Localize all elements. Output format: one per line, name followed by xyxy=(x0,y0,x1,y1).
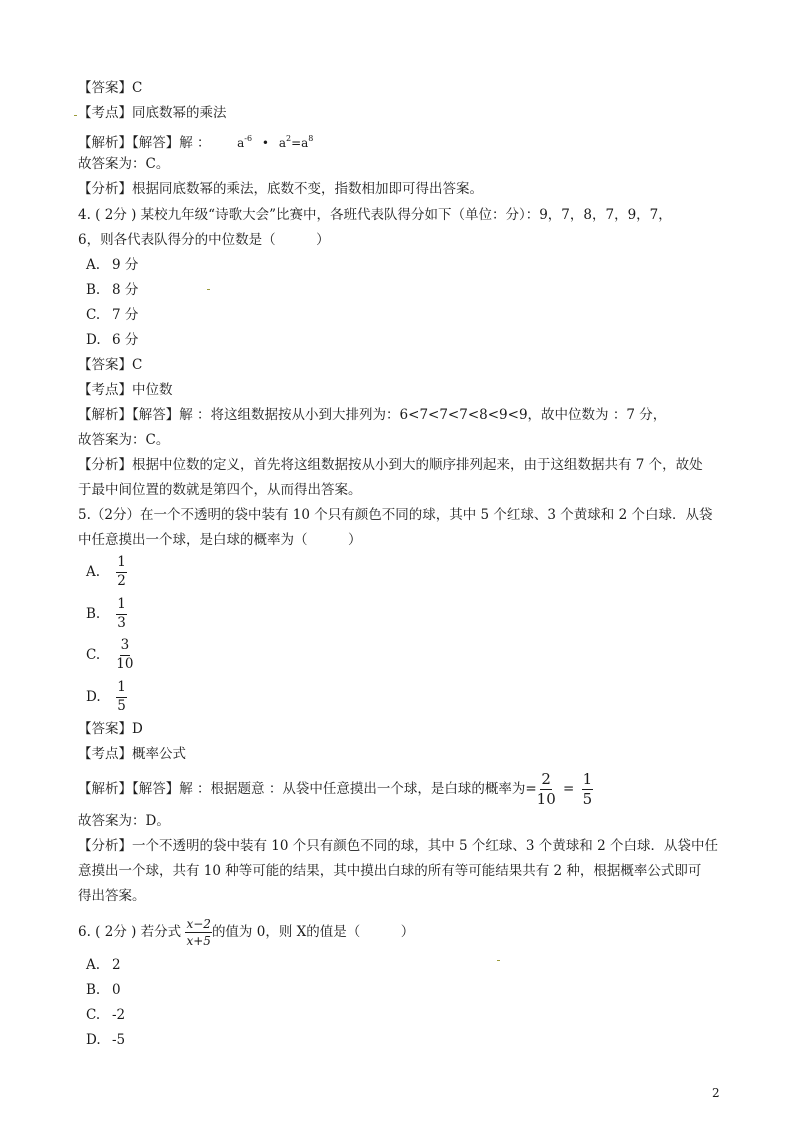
q6-option-a: A. 2 xyxy=(86,957,121,973)
q4-option-a: A. 9 分 xyxy=(86,257,139,273)
fraction: $\frac{1}{5}$ xyxy=(582,770,593,808)
q5-option-d: D. $\frac{1}{5}$ xyxy=(86,679,126,714)
q5-stem-line2: 中任意摸出一个球，是白球的概率为（ ） xyxy=(78,532,362,548)
q4-option-b: B. 8 分 xyxy=(86,282,139,298)
q3-expr: $a^{-6}$ • $a^2=a^8$ xyxy=(237,134,314,150)
fraction: $\frac{1}{2}$ xyxy=(117,554,126,589)
q4-explain-line1: 【分析】根据中位数的定义，首先将这组数据按从小到大的顺序排列起来，由于这组数据共有 7 个，故处 xyxy=(78,457,703,473)
q5-option-a: A. $\frac{1}{2}$ xyxy=(86,554,126,589)
q3-analysis-prefix: 【解析】【解答】解 ： xyxy=(78,135,211,151)
scan-speck xyxy=(74,115,77,116)
scan-speck xyxy=(497,960,500,961)
q4-stem-line2: 6，则各代表队得分的中位数是（ ） xyxy=(78,232,330,248)
q4-conclusion: 故答案为：C。 xyxy=(78,432,170,448)
q4-answer: 【答案】C xyxy=(78,357,143,373)
fraction: $\frac{2}{10}$ xyxy=(536,770,556,808)
fraction: $\frac{3}{10}$ xyxy=(116,637,134,672)
q4-point: 【考点】中位数 xyxy=(78,382,173,398)
q3-explain: 【分析】根据同底数幂的乘法，底数不变，指数相加即可得出答案。 xyxy=(78,181,483,197)
q4-stem-line1: 4. ( 2分 ) 某校九年级“诗歌大会”比赛中，各班代表队得分如下（单位：分）：9，7，8，7，9，7， xyxy=(78,207,672,223)
q5-conclusion: 故答案为：D。 xyxy=(78,813,170,829)
q6-stem: 6. ( 2分 ) 若分式 $\frac{x-2}{x+5}$ 的值为 0，则 X的值是（ ） xyxy=(78,917,415,948)
q5-explain-line1: 【分析】一个不透明的袋中装有 10 个只有颜色不同的球，其中 5 个红球、3 个黄球和 2 个白球．从袋中任 xyxy=(78,838,718,854)
fraction: $\frac{1}{3}$ xyxy=(117,596,126,631)
q4-explain-line2: 于最中间位置的数就是第四个，从而得出答案。 xyxy=(78,482,362,498)
page-number: 2 xyxy=(712,1086,720,1100)
q5-option-b: B. $\frac{1}{3}$ xyxy=(86,596,126,631)
scan-speck xyxy=(207,289,210,290)
q4-analysis: 【解析】【解答】解 ：将这组数据按从小到大排列为：6<7<7<7<8<9<9，故中位数为 ：7 分， xyxy=(78,407,667,423)
fraction: $\frac{x-2}{x+5}$ xyxy=(186,917,211,948)
q3-answer: 【答案】C xyxy=(78,80,143,96)
q6-option-b: B. 0 xyxy=(86,982,121,998)
q4-option-c: C. 7 分 xyxy=(86,307,139,323)
q3-analysis xyxy=(78,130,313,152)
q5-stem-line1: 5.（2分）在一个不透明的袋中装有 10 个只有颜色不同的球，其中 5 个红球、3 个黄球和 2 个白球．从袋 xyxy=(78,507,713,523)
q5-point: 【考点】概率公式 xyxy=(78,746,186,762)
fraction: $\frac{1}{5}$ xyxy=(117,679,126,714)
q6-option-c: C. -2 xyxy=(86,1007,126,1023)
q5-answer: 【答案】D xyxy=(78,721,143,737)
q5-explain-line2: 意摸出一个球，共有 10 种等可能的结果，其中摸出白球的所有等可能结果共有 2 种，根据概率公式即可 xyxy=(78,863,702,879)
q5-analysis: 【解析】【解答】解 ：根据题意 ：从袋中任意摸出一个球，是白球的概率为= $\frac{2}{10}$ = $\frac{1}{5}$ xyxy=(78,770,593,808)
q5-option-c: C. $\frac{3}{10}$ xyxy=(86,637,134,672)
q4-option-d: D. 6 分 xyxy=(86,332,139,348)
q3-point: 【考点】同底数幂的乘法 xyxy=(78,105,227,121)
q5-explain-line3: 得出答案。 xyxy=(78,888,146,904)
q3-conclusion: 故答案为：C。 xyxy=(78,156,170,172)
q6-option-d: D. -5 xyxy=(86,1032,126,1048)
